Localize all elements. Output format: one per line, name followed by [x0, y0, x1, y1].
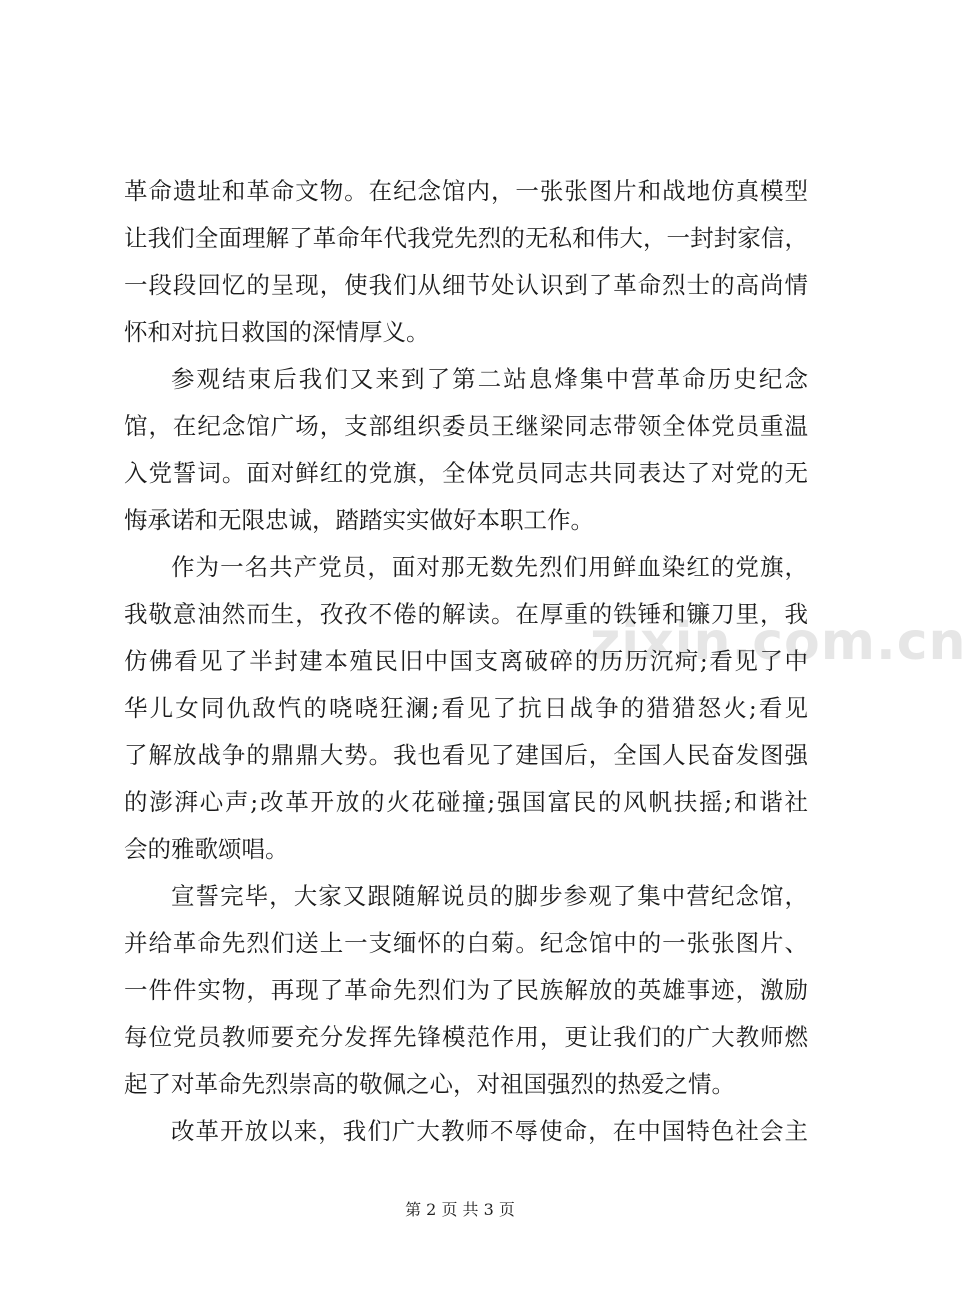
text-line: 并给革命先烈们送上一支缅怀的白菊。纪念馆中的一张张图片、: [124, 929, 808, 957]
text-line: 仿佛看见了半封建本殖民旧中国支离破碎的历历沉疴;看见了中: [124, 647, 808, 675]
page-footer: 第 2 页 共 3 页: [405, 1200, 515, 1219]
text-line: 参观结束后我们又来到了第二站息烽集中营革命历史纪念: [171, 365, 808, 393]
paragraph-3: [124, 544, 808, 873]
text-line: 我敬意油然而生，孜孜不倦的解读。在厚重的铁锤和镰刀里，我: [124, 600, 808, 628]
text-line: 革命遗址和革命文物。在纪念馆内，一张张图片和战地仿真模型: [124, 177, 808, 205]
watermark-logo: zixin.com.cn: [590, 612, 967, 672]
text-line: 馆，在纪念馆广场，支部组织委员王继梁同志带领全体党员重温: [124, 412, 808, 440]
text-line: 华儿女同仇敌忾的哓哓狂澜;看见了抗日战争的猎猎怒火;看见: [124, 694, 808, 722]
text-line: 让我们全面理解了革命年代我党先烈的无私和伟大，一封封家信，: [124, 224, 808, 252]
text-line: 怀和对抗日救国的深情厚义。: [124, 318, 430, 346]
paragraph-2: [124, 356, 808, 544]
paragraph-4: [124, 873, 808, 1108]
paragraph-5: [124, 1108, 808, 1155]
paragraph-1: [124, 168, 808, 356]
text-line: 起了对革命先烈崇高的敬佩之心，对祖国强烈的热爱之情。: [124, 1070, 735, 1098]
text-line: 作为一名共产党员，面对那无数先烈们用鲜血染红的党旗，: [171, 553, 808, 581]
text-line: 悔承诺和无限忠诚，踏踏实实做好本职工作。: [124, 506, 594, 534]
document-body: [124, 168, 808, 1155]
text-line: 一件件实物，再现了革命先烈们为了民族解放的英雄事迹，激励: [124, 976, 808, 1004]
text-line: 每位党员教师要充分发挥先锋模范作用，更让我们的广大教师燃: [124, 1023, 808, 1051]
text-line: 一段段回忆的呈现，使我们从细节处认识到了革命烈士的高尚情: [124, 271, 808, 299]
text-line: 的澎湃心声;改革开放的火花碰撞;强国富民的风帆扶摇;和谐社: [124, 788, 808, 816]
text-line: 改革开放以来，我们广大教师不辱使命，在中国特色社会主: [171, 1117, 808, 1145]
text-line: 了解放战争的鼎鼎大势。我也看见了建国后，全国人民奋发图强: [124, 741, 808, 769]
text-line: 入党誓词。面对鲜红的党旗，全体党员同志共同表达了对党的无: [124, 459, 808, 487]
text-line: 宣誓完毕，大家又跟随解说员的脚步参观了集中营纪念馆，: [171, 882, 808, 910]
text-line: 会的雅歌颂唱。: [124, 835, 289, 863]
